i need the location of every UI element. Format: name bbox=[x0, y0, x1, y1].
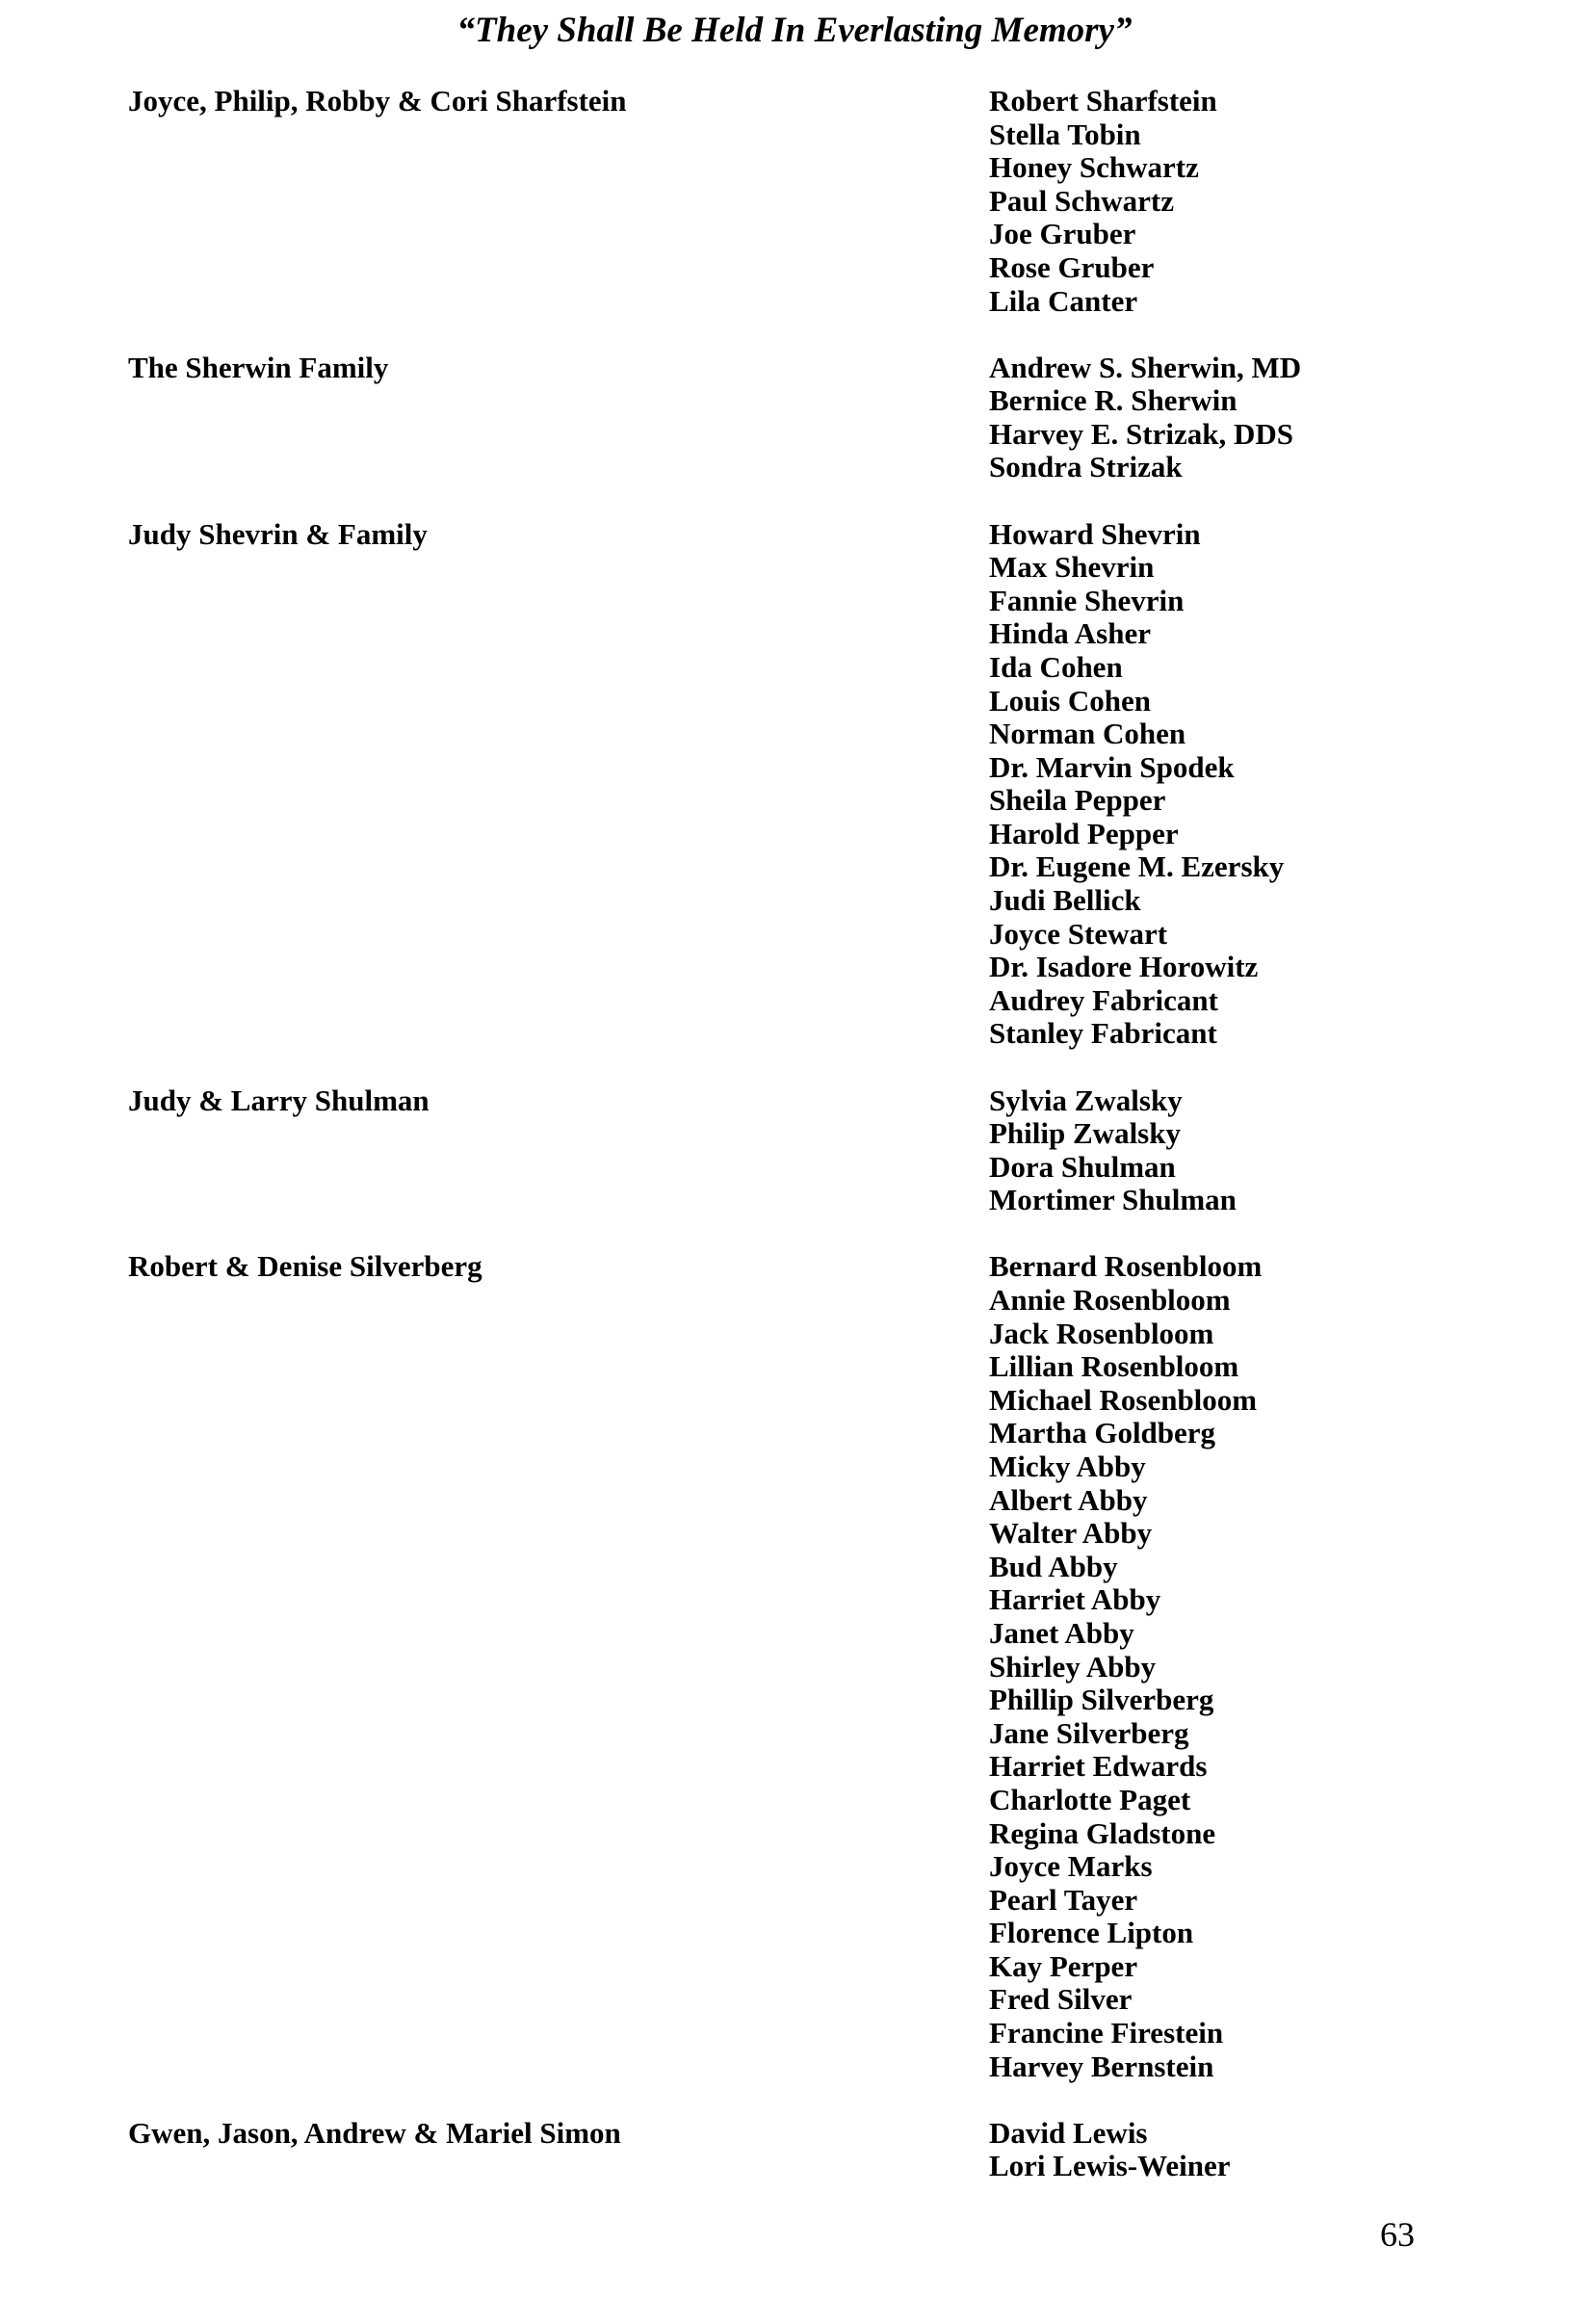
honoree-name: Howard Shevrin bbox=[989, 516, 1201, 551]
memorial-entry bbox=[0, 1250, 1589, 2083]
honoree-name: Phillip Silverberg bbox=[989, 1683, 1214, 1717]
honoree-name: Harriet Edwards bbox=[989, 1749, 1208, 1784]
memorial-entry bbox=[0, 2117, 1589, 2183]
honoree-name: Shirley Abby bbox=[989, 1649, 1157, 1684]
honoree-name: Judi Bellick bbox=[989, 883, 1141, 918]
honoree-name: Kay Perper bbox=[989, 1948, 1138, 1983]
honoree-name: Ida Cohen bbox=[989, 649, 1123, 684]
honoree-name: Lillian Rosenbloom bbox=[989, 1349, 1239, 1384]
donor-name: Judy Shevrin & Family bbox=[128, 516, 428, 551]
honoree-name: Pearl Tayer bbox=[989, 1882, 1138, 1917]
honoree-name: Albert Abby bbox=[989, 1482, 1148, 1517]
honoree-name: David Lewis bbox=[989, 2115, 1148, 2150]
honoree-name: Hinda Asher bbox=[989, 616, 1151, 651]
honoree-name: Sondra Strizak bbox=[989, 450, 1183, 484]
honoree-name: Honey Schwartz bbox=[989, 150, 1199, 185]
honoree-list bbox=[989, 1250, 1589, 2083]
memorial-entry bbox=[0, 352, 1589, 484]
honoree-name: Dr. Eugene M. Ezersky bbox=[989, 849, 1285, 884]
honoree-name: Regina Gladstone bbox=[989, 1815, 1216, 1850]
honoree-name: Lila Canter bbox=[989, 283, 1138, 318]
honoree-name: Harvey Bernstein bbox=[989, 2049, 1214, 2083]
honoree-name: Paul Schwartz bbox=[989, 183, 1175, 218]
honoree-list bbox=[989, 352, 1589, 484]
donor-name: Joyce, Philip, Robby & Cori Sharfstein bbox=[128, 84, 627, 118]
honoree-name: Francine Firestein bbox=[989, 2016, 1224, 2050]
honoree-name: Martha Goldberg bbox=[989, 1416, 1216, 1450]
honoree-name: Annie Rosenbloom bbox=[989, 1283, 1231, 1317]
honoree-list bbox=[989, 2117, 1589, 2183]
memorial-entry bbox=[0, 1084, 1589, 1217]
honoree-name: Walter Abby bbox=[989, 1516, 1153, 1551]
honoree-name: Bernice R. Sherwin bbox=[989, 383, 1237, 418]
honoree-name: Lori Lewis-Weiner bbox=[989, 2149, 1231, 2183]
honoree-name: Norman Cohen bbox=[989, 717, 1186, 751]
honoree-name: Dora Shulman bbox=[989, 1149, 1176, 1184]
memorial-entry bbox=[0, 85, 1589, 318]
honoree-name: Florence Lipton bbox=[989, 1916, 1194, 1950]
honoree-name: Bernard Rosenbloom bbox=[989, 1249, 1263, 1284]
donor-name: Judy & Larry Shulman bbox=[128, 1083, 430, 1117]
honoree-name: Fannie Shevrin bbox=[989, 583, 1185, 617]
donor-name: Gwen, Jason, Andrew & Mariel Simon bbox=[128, 2115, 621, 2150]
honoree-name: Fred Silver bbox=[989, 1982, 1133, 2017]
honoree-list bbox=[989, 518, 1589, 1052]
honoree-name: Sheila Pepper bbox=[989, 783, 1166, 818]
page-title: “They Shall Be Held In Everlasting Memory” bbox=[456, 11, 1133, 50]
honoree-name: Bud Abby bbox=[989, 1549, 1118, 1583]
honoree-name: Louis Cohen bbox=[989, 683, 1151, 718]
honoree-name: Mortimer Shulman bbox=[989, 1183, 1237, 1217]
honoree-name: Charlotte Paget bbox=[989, 1782, 1191, 1816]
honoree-name: Michael Rosenbloom bbox=[989, 1382, 1258, 1417]
honoree-name: Jack Rosenbloom bbox=[989, 1316, 1214, 1350]
honoree-name: Joyce Marks bbox=[989, 1849, 1153, 1884]
honoree-list bbox=[989, 1084, 1589, 1217]
honoree-name: Rose Gruber bbox=[989, 249, 1155, 284]
honoree-name: Andrew S. Sherwin, MD bbox=[989, 350, 1302, 384]
honoree-name: Dr. Marvin Spodek bbox=[989, 749, 1235, 784]
honoree-name: Sylvia Zwalsky bbox=[989, 1083, 1183, 1117]
honoree-name: Joyce Stewart bbox=[989, 916, 1168, 951]
honoree-name: Dr. Isadore Horowitz bbox=[989, 950, 1259, 984]
honoree-name: Harold Pepper bbox=[989, 816, 1179, 850]
honoree-name: Janet Abby bbox=[989, 1615, 1134, 1650]
honoree-name: Philip Zwalsky bbox=[989, 1116, 1181, 1151]
memorial-entry bbox=[0, 518, 1589, 1052]
honoree-name: Max Shevrin bbox=[989, 550, 1155, 585]
donor-name: Robert & Denise Silverberg bbox=[128, 1249, 482, 1284]
memorial-list bbox=[0, 85, 1589, 2216]
honoree-name: Joe Gruber bbox=[989, 217, 1136, 251]
honoree-name: Stanley Fabricant bbox=[989, 1016, 1217, 1051]
honoree-list bbox=[989, 85, 1589, 318]
honoree-name: Stella Tobin bbox=[989, 117, 1141, 151]
page-number: 63 bbox=[1380, 2215, 1415, 2254]
honoree-name: Jane Silverberg bbox=[989, 1715, 1189, 1750]
honoree-name: Audrey Fabricant bbox=[989, 982, 1218, 1017]
honoree-name: Micky Abby bbox=[989, 1449, 1146, 1483]
honoree-name: Harriet Abby bbox=[989, 1582, 1161, 1617]
honoree-name: Harvey E. Strizak, DDS bbox=[989, 416, 1294, 451]
donor-name: The Sherwin Family bbox=[128, 350, 389, 384]
honoree-name: Robert Sharfstein bbox=[989, 84, 1217, 118]
